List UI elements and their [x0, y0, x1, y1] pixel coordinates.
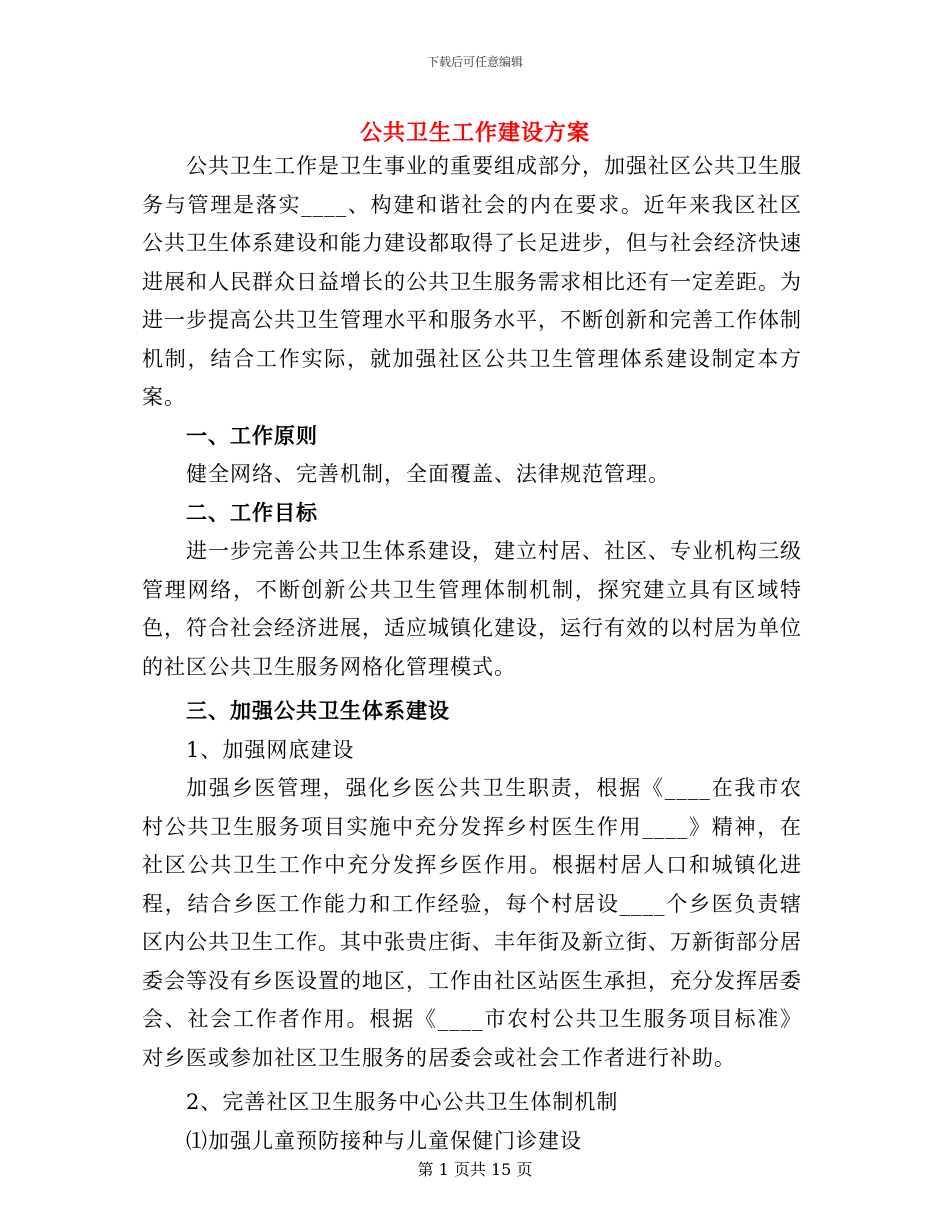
goals-paragraph: 进一步完善公共卫生体系建设，建立村居、社区、专业机构三级管理网络，不断创新公共卫生管理体制机制，探究建立具有区域特色，符合社会经济进展，适应城镇化建设，运行有效的以村居为单位的社区公共卫生服务网格化管理模式。: [142, 539, 802, 679]
document-body: [142, 147, 802, 1160]
subsection-title-network: 1、加强网底建设: [186, 737, 355, 762]
page-footer: 第 1 页共 15 页: [417, 1160, 533, 1179]
network-paragraph: 加强乡医管理，强化乡医公共卫生职责，根据《____在我市农村公共卫生服务项目实施中充分发挥乡村医生作用____》精神，在社区公共卫生工作中充分发挥乡医作用。根据村居人口和城镇化进程，结合乡医工作能力和工作经验，每个村居设____个乡医负责辖区内公共卫生工作。其中张贵庄街、丰年街及新立街、万新街部分居委会等没有乡医设置的地区，工作由社区站医生承担，充分发挥居委会、社会工作者作用。根据《____市农村公共卫生服务项目标准》对乡医或参加社区卫生服务的居委会或社会工作者进行补助。: [142, 776, 802, 1070]
intro-paragraph: 公共卫生工作是卫生事业的重要组成部分，加强社区公共卫生服务与管理是落实____、构建和谐社会的内在要求。近年来我区社区公共卫生体系建设和能力建设都取得了长足进步，但与社会经济快速进展和人民群众日益增长的公共卫生服务需求相比还有一定差距。为进一步提高公共卫生管理水平和服务水平，不断创新和完善工作体制机制，结合工作实际，就加强社区公共卫生管理体系建设制定本方案。: [142, 154, 802, 409]
subsection-item-vaccination: ⑴加强儿童预防接种与儿童保健门诊建设: [186, 1128, 582, 1153]
section-heading-principles: 一、工作原则: [186, 422, 318, 448]
header-note: 下载后可任意编辑: [426, 55, 523, 69]
section-heading-system: 三、加强公共卫生体系建设: [186, 698, 450, 723]
section-heading-goals: 二、工作目标: [186, 499, 318, 525]
document-title: 公共卫生工作建设方案: [359, 120, 590, 146]
subsection-title-mechanism: 2、完善社区卫生服务中心公共卫生体制机制: [186, 1090, 619, 1114]
principles-paragraph: 健全网络、完善机制，全面覆盖、法律规范管理。: [186, 462, 670, 486]
